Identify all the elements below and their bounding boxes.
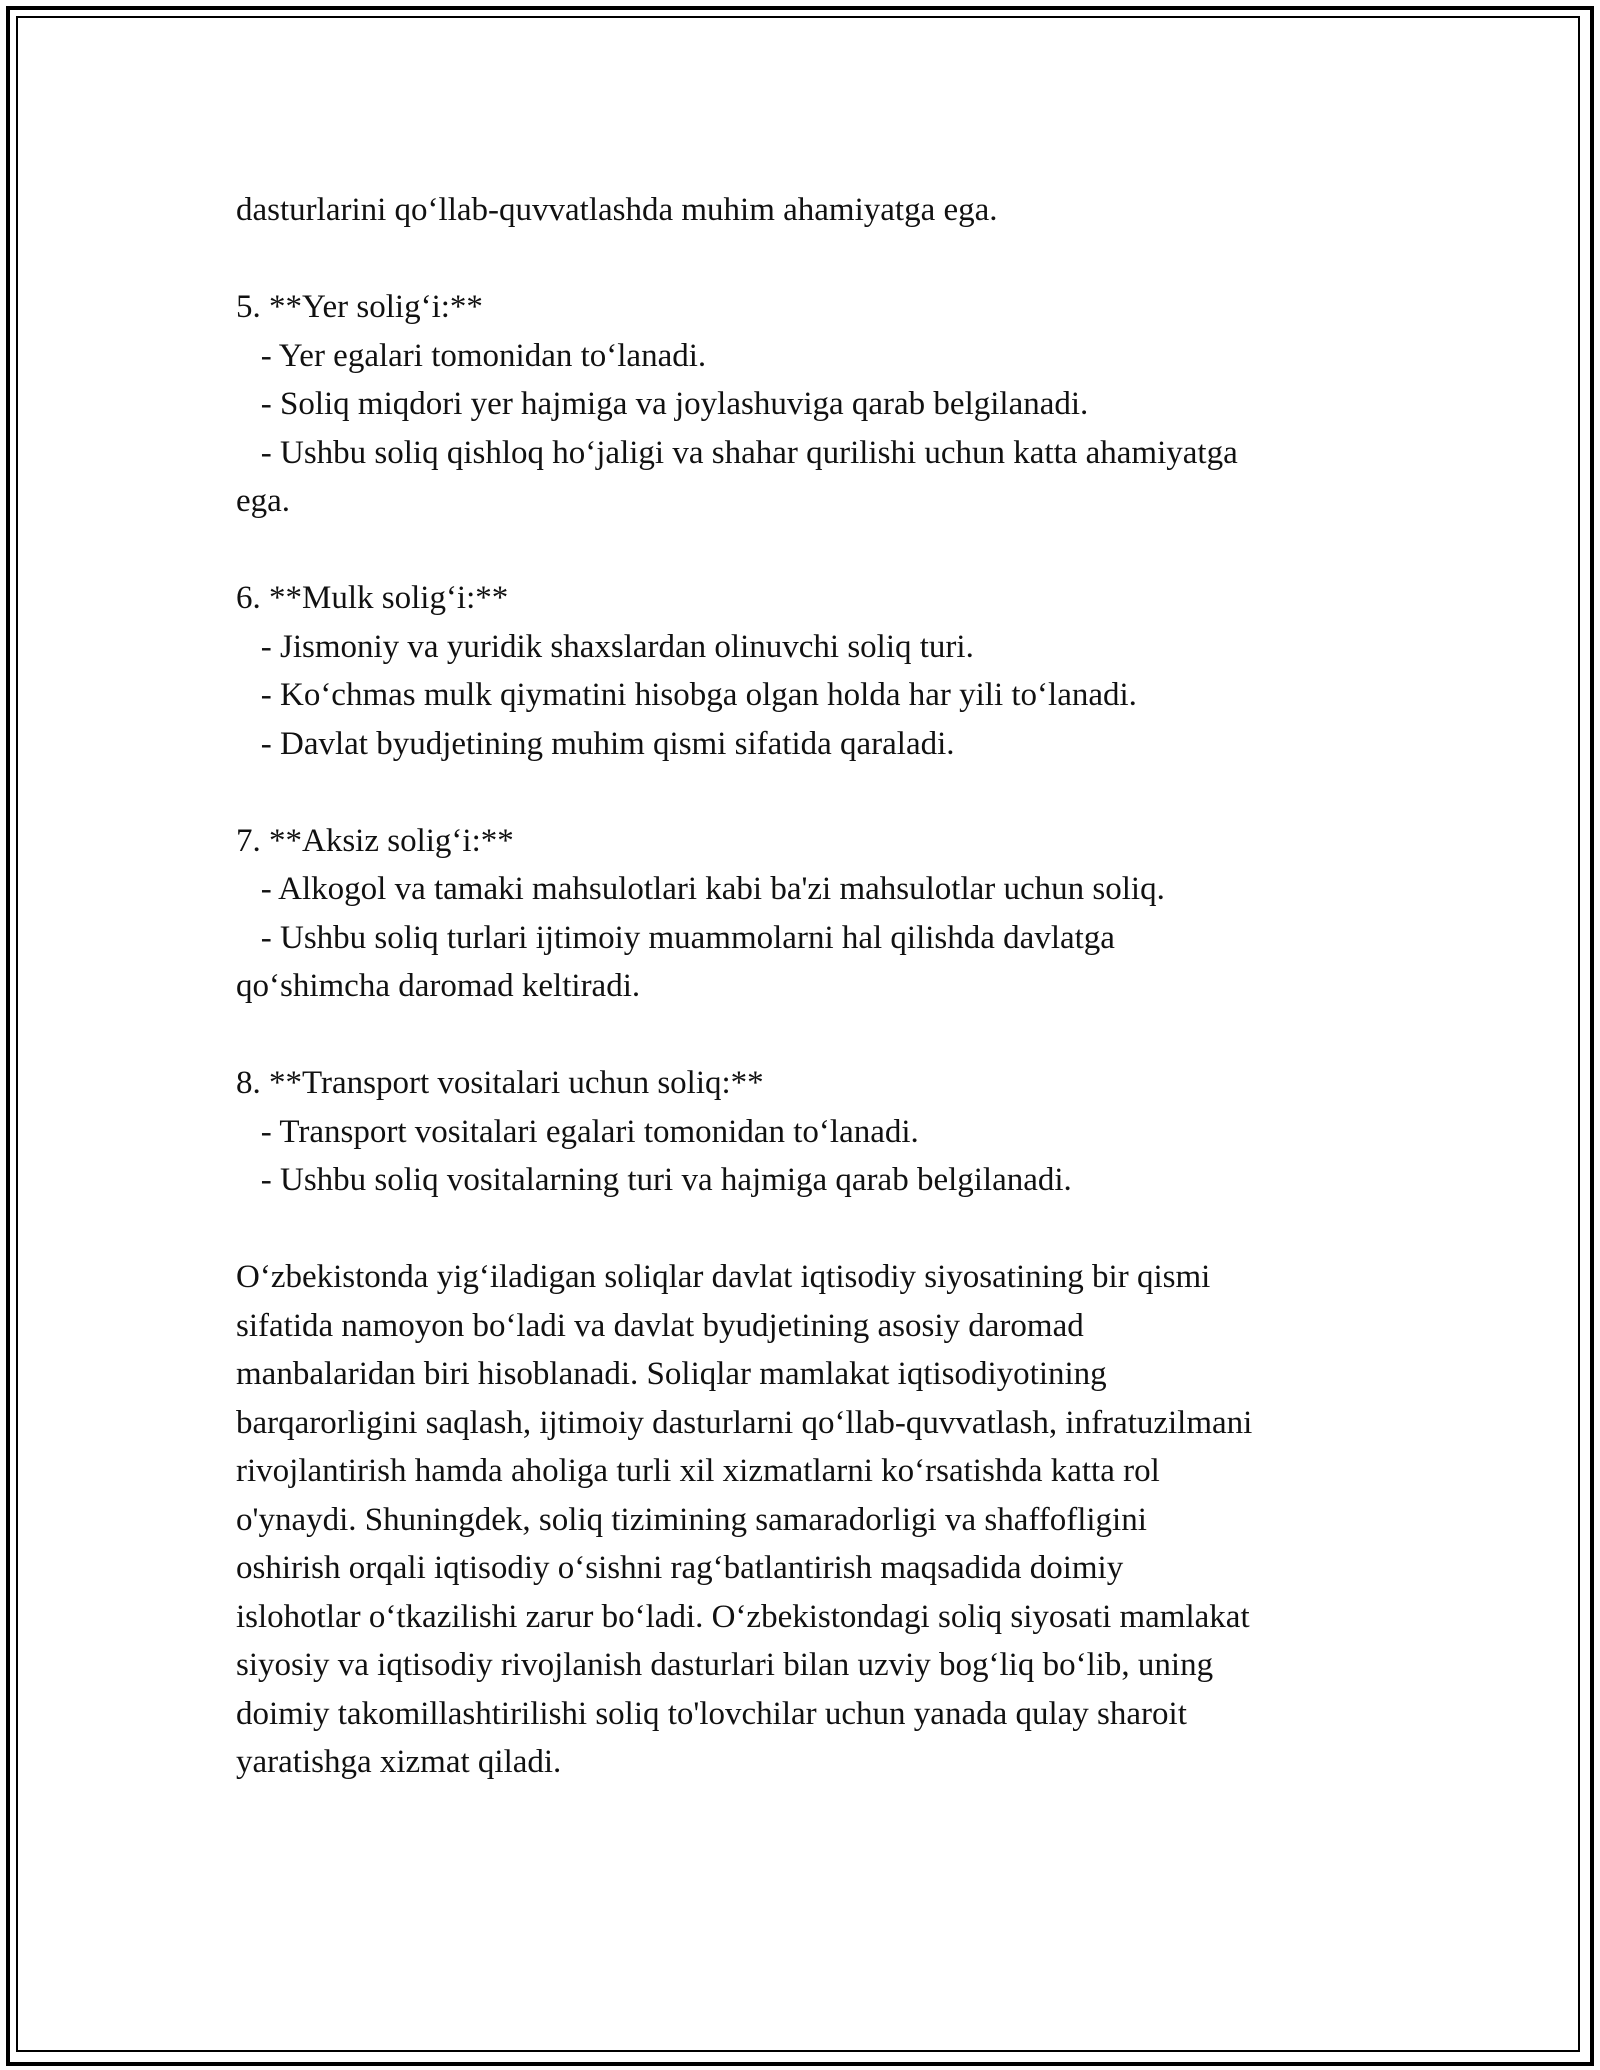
section-heading: 6. **Mulk solig‘i:** <box>236 580 509 616</box>
list-item: - Jismoniy va yuridik shaxslardan olinuvchi soliq turi. <box>236 628 974 665</box>
list-item: - Soliq miqdori yer hajmiga va joylashuviga qarab belgilanadi. <box>236 386 1089 422</box>
list-item: - Davlat byudjetining muhim qismi sifatida qaraladi. <box>236 725 955 762</box>
paragraph-line: yaratishga xizmat qiladi. <box>236 1744 562 1780</box>
section-transport-soligi <box>236 1059 1386 1205</box>
section-yer-soligi <box>236 283 1386 526</box>
spacer <box>236 526 1386 575</box>
list-item: - Ushbu soliq vositalarning turi va hajmiga qarab belgilanadi. <box>236 1162 1072 1198</box>
list-item-continuation: qo‘shimcha daromad keltiradi. <box>236 968 641 1004</box>
conclusion-paragraph <box>236 1253 1386 1787</box>
section-heading: 7. **Aksiz solig‘i:** <box>236 822 514 859</box>
paragraph-line: manbalaridan biri hisoblanadi. Soliqlar mamlakat iqtisodiyotining <box>236 1356 1107 1392</box>
section-mulk-soligi <box>236 574 1386 768</box>
spacer <box>236 1205 1386 1254</box>
section-heading: 5. **Yer solig‘i:** <box>236 289 483 325</box>
spacer <box>236 1011 1386 1060</box>
page-content <box>236 186 1386 1787</box>
paragraph-line: barqarorligini saqlash, ijtimoiy dasturlarni qo‘llab-quvvatlash, infratuzilmani <box>236 1404 1253 1441</box>
paragraph-line: rivojlantirish hamda aholiga turli xil xizmatlarni ko‘rsatishda katta rol <box>236 1453 1160 1489</box>
list-item: - Ushbu soliq qishloq ho‘jaligi va shahar qurilishi uchun katta ahamiyatga <box>236 434 1238 471</box>
section-aksiz-soligi <box>236 817 1386 1011</box>
paragraph-line: oshirish orqali iqtisodiy o‘sishni rag‘batlantirish maqsadida doimiy <box>236 1550 1124 1586</box>
list-item: - Transport vositalari egalari tomonidan to‘lanadi. <box>236 1113 919 1150</box>
paragraph-line: doimiy takomillashtirilishi soliq to'lovchilar uchun yanada qulay sharoit <box>236 1695 1187 1732</box>
paragraph-line: siyosiy va iqtisodiy rivojlanish dasturlari bilan uzviy bog‘liq bo‘lib, uning <box>236 1647 1214 1683</box>
section-heading: 8. **Transport vositalari uchun soliq:** <box>236 1065 764 1101</box>
paragraph-line: sifatida namoyon bo‘ladi va davlat byudjetining asosiy daromad <box>236 1307 1084 1344</box>
spacer <box>236 768 1386 817</box>
list-item: - Ko‘chmas mulk qiymatini hisobga olgan holda har yili to‘lanadi. <box>236 677 1137 713</box>
list-item-continuation: ega. <box>236 483 291 519</box>
intro-line: dasturlarini qo‘llab-quvvatlashda muhim ahamiyatga ega. <box>236 192 998 228</box>
paragraph-line: O‘zbekistonda yig‘iladigan soliqlar davlat iqtisodiy siyosatining bir qismi <box>236 1259 1211 1295</box>
paragraph-line: islohotlar o‘tkazilishi zarur bo‘ladi. O‘zbekistondagi soliq siyosati mamlakat <box>236 1598 1250 1635</box>
paragraph-line: o'ynaydi. Shuningdek, soliq tizimining samaradorligi va shaffofligini <box>236 1501 1147 1538</box>
list-item: - Yer egalari tomonidan to‘lanadi. <box>236 337 707 374</box>
spacer <box>236 235 1386 284</box>
list-item: - Ushbu soliq turlari ijtimoiy muammolarni hal qilishda davlatga <box>236 919 1115 956</box>
list-item: - Alkogol va tamaki mahsulotlari kabi ba'zi mahsulotlar uchun soliq. <box>236 871 1165 907</box>
